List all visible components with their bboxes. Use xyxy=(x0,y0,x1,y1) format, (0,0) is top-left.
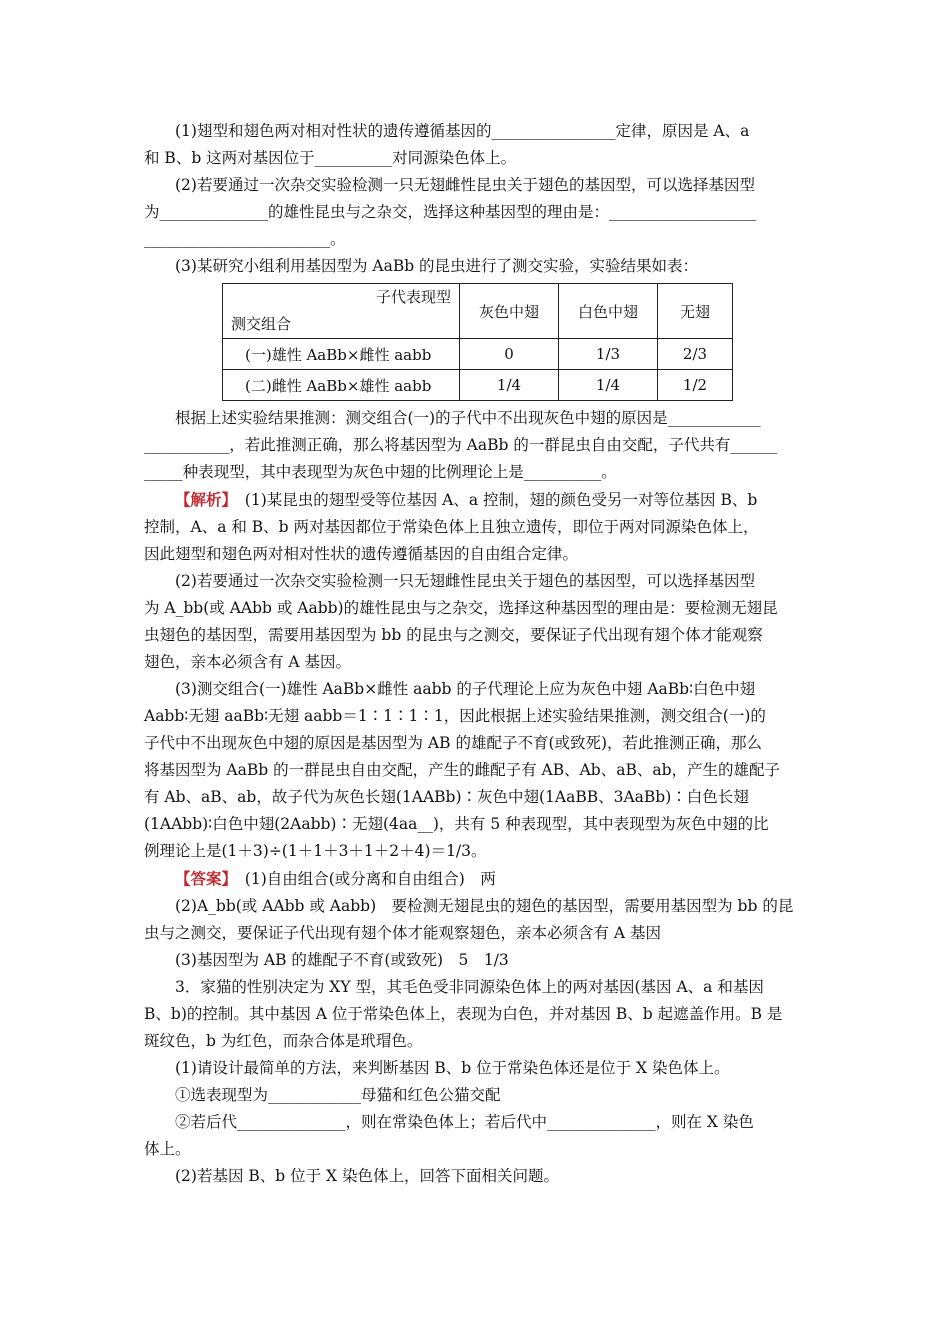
analysis-part2-line1: (2)若要通过一次杂交实验检测一只无翅雌性昆虫关于翅色的基因型，可以选择基因型 xyxy=(175,572,755,590)
analysis-part3-line7: 例理论上是(1＋3)÷(1＋1＋3＋1＋2＋4)＝1/3。 xyxy=(144,842,487,860)
q3-sub1a: ①选表现型为____________母猫和红色公猫交配 xyxy=(175,1086,501,1104)
answer-part2-line1: (2)A_bb(或 AAbb 或 Aabb) 要检测无翅昆虫的翅色的基因型，需要用基因型为 bb 的昆 xyxy=(175,897,794,915)
analysis-part3-line5: 有 Ab、aB、ab，故子代为灰色长翅(1AABb)∶灰色中翅(1AaBB、3AaBb)∶白色长翅 xyxy=(144,788,749,806)
q3-line1: 3．家猫的性别决定为 XY 型，其毛色受非同源染色体上的两对基因(基因 A、a 和基因 xyxy=(175,978,764,996)
analysis-part3-line6: (1AAbb)∶白色中翅(2Aabb)∶无翅(4aa__)，共有 5 种表现型，其中表现型为灰色中翅的比 xyxy=(144,815,769,833)
q2-part1-line1: (1)翅型和翅色两对相对性状的遗传遵循基因的________________定律，原因是 A、a xyxy=(175,122,750,140)
q2-part3-intro: (3)某研究小组利用基因型为 AaBb 的昆虫进行了测交实验，实验结果如表： xyxy=(175,257,699,275)
analysis-part2-line3: 虫翅色的基因型，需要用基因型为 bb 的昆虫与之测交，要保证子代出现有翅个体才能观察 xyxy=(144,626,763,644)
row-label: (一)雄性 AaBb×雌性 aabb xyxy=(223,339,460,370)
q2-part2-line1: (2)若要通过一次杂交实验检测一只无翅雌性昆虫关于翅色的基因型，可以选择基因型 xyxy=(175,176,755,194)
table-row xyxy=(223,339,733,370)
table-cell: 1/3 xyxy=(559,339,658,370)
answer-tag: 【答案】 xyxy=(175,869,230,888)
q2-part3-after-line2: ___________，若此推测正确，那么将基因型为 AaBb 的一群昆虫自由交配，子代共有______ xyxy=(144,436,777,454)
analysis-part2-line2: 为 A_bb(或 AAbb 或 Aabb)的雄性昆虫与之杂交，选择这种基因型的理由是：要检测无翅昆 xyxy=(144,599,778,617)
q3-line2: B、b)的控制。其中基因 A 位于常染色体上，表现为白色，并对基因 B、b 起遮盖作用。B 是 xyxy=(144,1005,783,1023)
table-header-row xyxy=(223,284,733,339)
q3-sub1b-line2: 体上。 xyxy=(144,1140,191,1158)
analysis-line2: 控制，A、a 和 B、b 两对基因都位于常染色体上且独立遗传，即位于两对同源染色体上， xyxy=(144,518,759,536)
q2-part2-line3: ________________________。 xyxy=(144,230,346,248)
document-page xyxy=(144,118,806,1190)
q2-part2-line2: 为______________的雄性昆虫与之杂交，选择这种基因型的理由是：___________________ xyxy=(144,203,757,221)
table-cell: 1/4 xyxy=(460,370,559,401)
q2-part3-after-line1: 根据上述实验结果推测：测交组合(一)的子代中不出现灰色中翅的原因是____________ xyxy=(175,409,761,427)
row-label: (二)雌性 AaBb×雄性 aabb xyxy=(223,370,460,401)
table-corner-cell xyxy=(223,284,460,339)
table-cell: 1/2 xyxy=(658,370,733,401)
analysis-tag: 【解析】 xyxy=(175,490,230,509)
answer-part2-line2: 虫与之测交，要保证子代出现有翅个体才能观察翅色，亲本必须含有 A 基因 xyxy=(144,924,662,942)
analysis-part3-line2: Aabb∶无翅 aaBb∶无翅 aabb＝1∶1∶1∶1，因此根据上述实验结果推测，测交组合(一)的 xyxy=(144,707,766,725)
header-gray-mid-wing: 灰色中翅 xyxy=(460,284,559,339)
testcross-results-table xyxy=(222,283,733,401)
q3-sub1b-line1: ②若后代______________，则在常染色体上；若后代中______________，则在 X 染色 xyxy=(175,1113,754,1131)
answer-text: (1)自由组合(或分离和自由组合) 两 xyxy=(244,870,496,888)
analysis-part2-line4: 翅色，亲本必须含有 A 基因。 xyxy=(144,653,352,671)
answer-line1 xyxy=(144,865,806,893)
q3-line3: 斑纹色，b 为红色，而杂合体是玳瑁色。 xyxy=(144,1032,423,1050)
corner-bottom-label: 测交组合 xyxy=(231,315,292,333)
header-wingless: 无翅 xyxy=(658,284,733,339)
q3-sub2: (2)若基因 B、b 位于 X 染色体上，回答下面相关问题。 xyxy=(175,1167,560,1185)
analysis-line3: 因此翅型和翅色两对相对性状的遗传遵循基因的自由组合定律。 xyxy=(144,545,579,563)
table-row xyxy=(223,370,733,401)
analysis-part3-line3: 子代中不出现灰色中翅的原因是基因型为 AB 的雄配子不育(或致死)，若此推测正确，那么 xyxy=(144,734,763,752)
q3-sub1: (1)请设计最简单的方法，来判断基因 B、b 位于常染色体还是位于 X 染色体上。 xyxy=(175,1059,730,1077)
corner-top-label: 子代表现型 xyxy=(375,288,451,306)
analysis-part3-line4: 将基因型为 AaBb 的一群昆虫自由交配，产生的雌配子有 AB、Ab、aB、ab，产生的雄配子 xyxy=(144,761,781,779)
analysis-line1 xyxy=(144,486,806,514)
table-cell: 0 xyxy=(460,339,559,370)
q2-part1-line2: 和 B、b 这两对基因位于__________对同源染色体上。 xyxy=(144,149,517,167)
answer-part3: (3)基因型为 AB 的雄配子不育(或致死) 5 1/3 xyxy=(175,951,509,969)
table-cell: 1/4 xyxy=(559,370,658,401)
analysis-text: (1)某昆虫的翅型受等位基因 A、a 控制，翅的颜色受另一对等位基因 B、b xyxy=(244,491,758,509)
analysis-part3-line1: (3)测交组合(一)雄性 AaBb×雌性 aabb 的子代理论上应为灰色中翅 AaBb∶白色中翅 xyxy=(175,680,756,698)
q2-part3-after-line3: _____种表现型，其中表现型为灰色中翅的比例理论上是__________。 xyxy=(144,463,617,481)
header-white-mid-wing: 白色中翅 xyxy=(559,284,658,339)
table-cell: 2/3 xyxy=(658,339,733,370)
